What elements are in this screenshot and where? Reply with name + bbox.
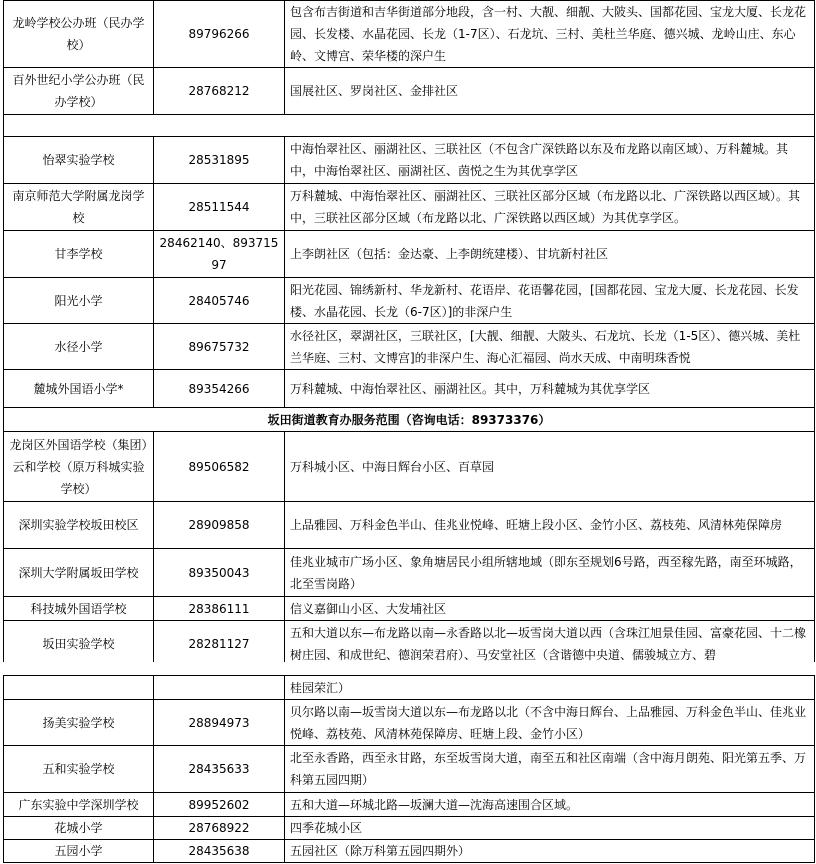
- service-scope: 桂园荣汇）: [285, 676, 815, 700]
- table-row: [4, 324, 815, 370]
- school-name: 花城小学: [4, 817, 154, 840]
- service-scope: 阳光花园、锦绣新村、华龙新村、花语岸、花语馨花园，[国都花园、宝龙大厦、长龙花园、长发楼、水晶花园、长龙（6-7区）]的非深户生: [285, 278, 815, 324]
- school-name: 深圳实验学校坂田校区: [4, 502, 154, 549]
- table-row: [4, 793, 815, 817]
- table-row: [4, 502, 815, 549]
- table-row: [4, 817, 815, 840]
- school-name: 南京师范大学附属龙岗学校: [4, 184, 154, 231]
- school-name: 阳光小学: [4, 278, 154, 324]
- table-row: [4, 746, 815, 793]
- table-row: [4, 184, 815, 231]
- school-phone: 28386111: [154, 597, 285, 621]
- school-phone: 28768212: [154, 68, 285, 115]
- service-scope: 四季花城小区: [285, 817, 815, 840]
- service-scope: 上李朗社区（包括：金达豪、上李朗统建楼）、甘坑新村社区: [285, 231, 815, 278]
- table-row: [4, 68, 815, 115]
- service-scope: 北至永香路，西至永甘路，东至坂雪岗大道，南至五和社区南端（含中海月朗苑、阳光第五季、万科第五园四期）: [285, 746, 815, 793]
- service-scope: 水径社区，翠湖社区，三联社区，[大靓、细靓、大陂头、石龙坑、长龙（1-5区）、德兴城、美杜兰华庭、三村、文博宫]的非深户生、海心汇福园、尚水天成、中南明珠香悦: [285, 324, 815, 370]
- table-row: [4, 370, 815, 408]
- table-row: [4, 597, 815, 621]
- school-phone: 89675732: [154, 324, 285, 370]
- school-district-table-part-1: [3, 0, 815, 667]
- service-scope: 包含布吉街道和吉华街道部分地段，含一村、大靓、细靓、大陂头、国都花园、宝龙大厦、长龙花园、长发楼、水晶花园、长龙（1-7区）、石龙坑、三村、美杜兰华庭、德兴城、龙岭山庄、东心岭、文博宫、荣华楼的深户生: [285, 1, 815, 68]
- school-name: 甘李学校: [4, 231, 154, 278]
- section-title: 坂田街道教育办服务范围（咨询电话：89373376）: [4, 408, 815, 432]
- school-phone: 28909858: [154, 502, 285, 549]
- school-name: 龙岭学校公办班（民办学校）: [4, 1, 154, 68]
- service-scope: 国展社区、罗岗社区、金排社区: [285, 68, 815, 115]
- school-phone: 28894973: [154, 700, 285, 746]
- table-row: [4, 621, 815, 667]
- school-phone: 89952602: [154, 793, 285, 817]
- school-phone: 28531895: [154, 137, 285, 184]
- table-row: [4, 137, 815, 184]
- school-name: 五园小学: [4, 840, 154, 863]
- empty-cell: [4, 676, 154, 700]
- school-phone: 89350043: [154, 549, 285, 597]
- school-district-table-part-2: [3, 675, 815, 863]
- blank-row: [4, 115, 815, 137]
- school-name: 龙岗区外国语学校（集团）云和学校（原万科城实验学校）: [4, 432, 154, 502]
- table-row: [4, 278, 815, 324]
- school-name: 水径小学: [4, 324, 154, 370]
- table-row: [4, 231, 815, 278]
- school-name: 麓城外国语小学*: [4, 370, 154, 408]
- school-phone: 89354266: [154, 370, 285, 408]
- school-name: 广东实验中学深圳学校: [4, 793, 154, 817]
- service-scope: 佳兆业城市广场小区、象角塘居民小组所辖地域（即东至规划6号路，西至稼先路，南至环城路，北至雪岗路）: [285, 549, 815, 597]
- school-phone: 28768922: [154, 817, 285, 840]
- service-scope: 万科麓城、中海怡翠社区、丽湖社区、三联社区部分区域（布龙路以北、广深铁路以西区域）。其中，三联社区部分区域（布龙路以北、广深铁路以西区域）为其优享学区。: [285, 184, 815, 231]
- school-name: 深圳大学附属坂田学校: [4, 549, 154, 597]
- service-scope: 中海怡翠社区、丽湖社区、三联社区（不包含广深铁路以东及布龙路以南区域）、万科麓城。其中，中海怡翠社区、丽湖社区、茵悦之生为其优享学区: [285, 137, 815, 184]
- school-name: 百外世纪小学公办班（民办学校）: [4, 68, 154, 115]
- school-name: 扬美实验学校: [4, 700, 154, 746]
- service-scope: 五园社区（除万科第五园四期外）: [285, 840, 815, 863]
- school-name: 怡翠实验学校: [4, 137, 154, 184]
- school-name: 坂田实验学校: [4, 621, 154, 667]
- table-row: [4, 840, 815, 863]
- school-phone: 28405746: [154, 278, 285, 324]
- service-scope: 万科城小区、中海日辉台小区、百草园: [285, 432, 815, 502]
- table-row: [4, 432, 815, 502]
- service-scope: 五和大道以东—布龙路以南—永香路以北—坂雪岗大道以西（含珠江旭景佳园、富豪花园、十二橡树庄园、和成世纪、德润荣君府）、马安堂社区（含谐德中央道、儒骏城立方、碧: [285, 621, 815, 667]
- school-phone: 89796266: [154, 1, 285, 68]
- school-name: 科技城外国语学校: [4, 597, 154, 621]
- service-scope: 信义嘉御山小区、大发埔社区: [285, 597, 815, 621]
- school-phone: 28435638: [154, 840, 285, 863]
- service-scope: 五和大道—环城北路—坂澜大道—沈海高速围合区域。: [285, 793, 815, 817]
- section-header-row: [4, 408, 815, 432]
- table-row: [4, 1, 815, 68]
- service-scope: 万科麓城、中海怡翠社区、丽湖社区。其中，万科麓城为其优享学区: [285, 370, 815, 408]
- school-phone: 28511544: [154, 184, 285, 231]
- blank-cell: [4, 115, 815, 137]
- table-row: [4, 549, 815, 597]
- school-phone: 28281127: [154, 621, 285, 667]
- continued-row: [4, 676, 815, 700]
- school-phone: 28462140、89371597: [154, 231, 285, 278]
- school-phone: 89506582: [154, 432, 285, 502]
- service-scope: 贝尔路以南—坂雪岗大道以东—布龙路以北（不含中海日辉台、上品雅园、万科金色半山、佳兆业悦峰、荔枝苑、风清林苑保障房、旺塘上段、金竹小区）: [285, 700, 815, 746]
- school-name: 五和实验学校: [4, 746, 154, 793]
- page-break: [0, 662, 816, 675]
- empty-cell: [154, 676, 285, 700]
- table-row: [4, 700, 815, 746]
- school-phone: 28435633: [154, 746, 285, 793]
- service-scope: 上品雅园、万科金色半山、佳兆业悦峰、旺塘上段小区、金竹小区、荔枝苑、风清林苑保障房: [285, 502, 815, 549]
